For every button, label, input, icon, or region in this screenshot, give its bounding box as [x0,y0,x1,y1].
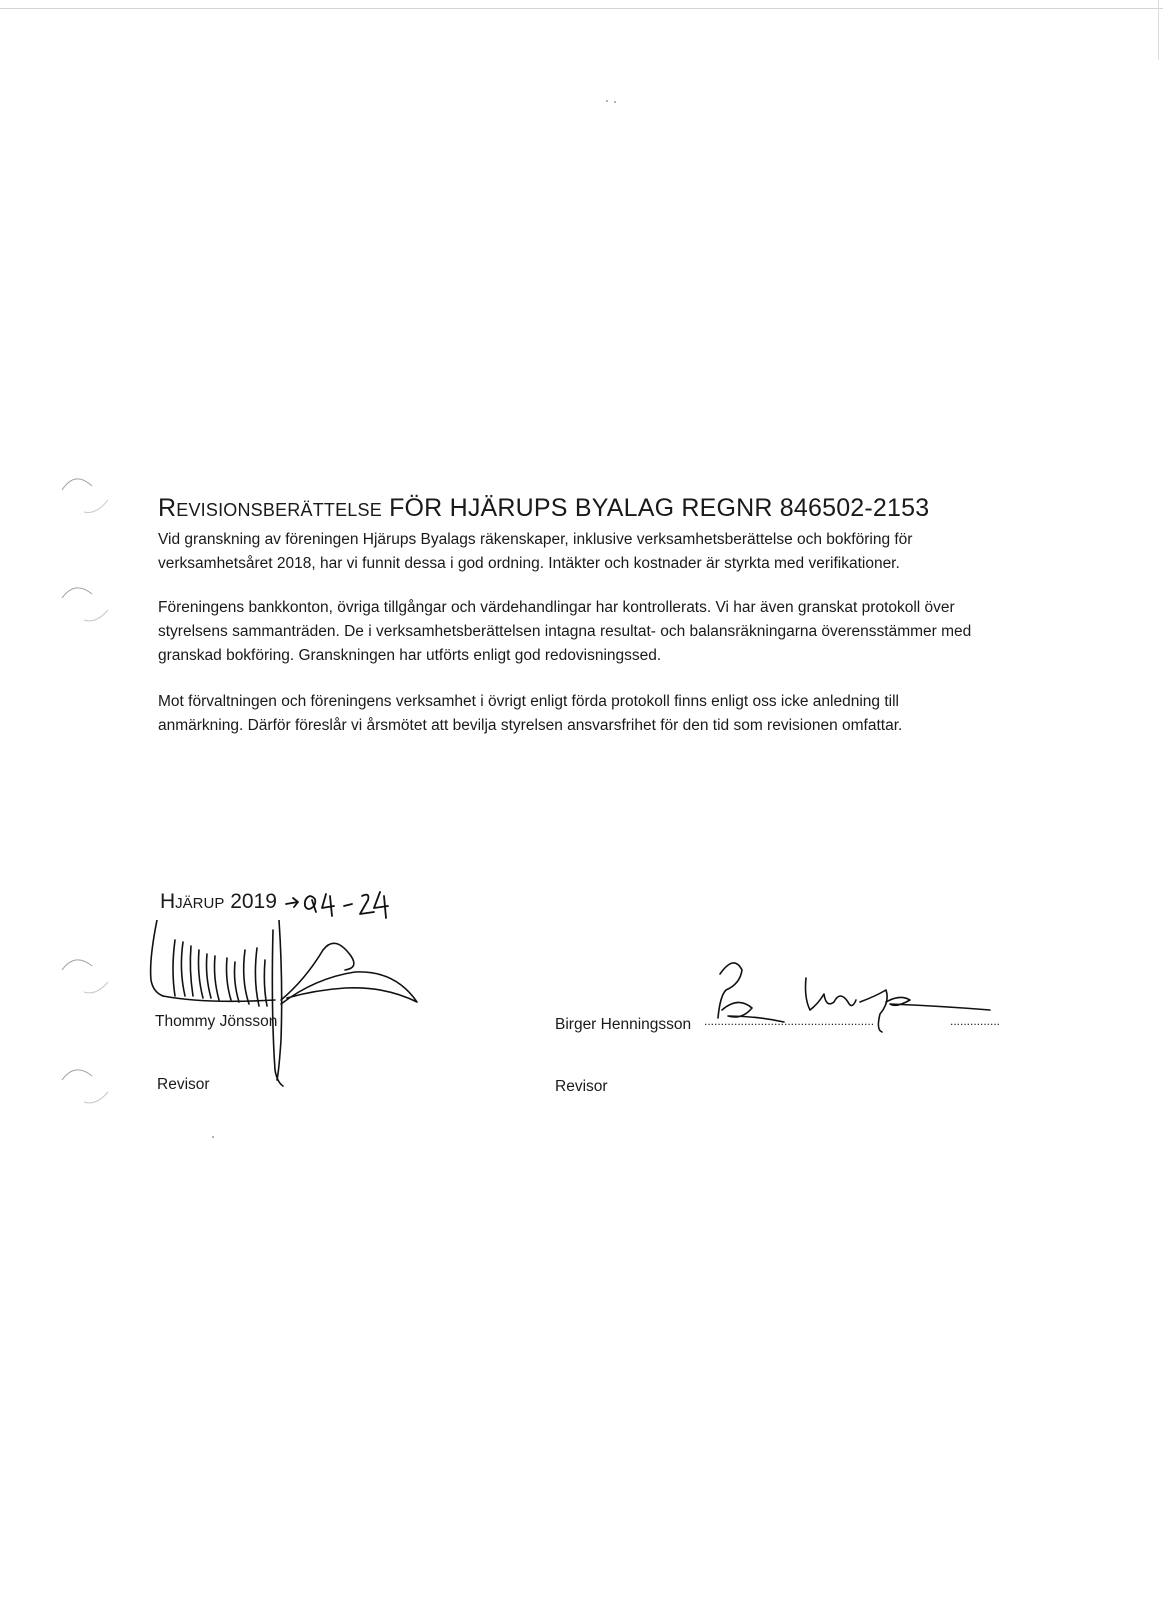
scan-speck [212,1136,214,1138]
scan-edge-top [0,8,1163,9]
signatory-role-right: Revisor [555,1078,608,1095]
paragraph-1: Vid granskning av föreningen Hjärups Byalags räkenskaper, inklusive verksamhetsberättelse och bokföring för verksamhetsåret 2018, har vi funnit dessa i god ordning. Intäkter och kostnader är styrkta med verifikationer. [158,531,913,572]
date-year: 2019 [230,890,277,913]
handwritten-date [282,884,392,920]
scan-speck [606,100,608,102]
document-title [158,494,929,523]
signature-dotted-line: ................................................... [704,1014,875,1028]
scan-edge-right [1158,0,1159,60]
title-lead: Revisionsberättelse [158,494,382,522]
signatory-name-right: Birger Henningsson [555,1016,692,1033]
scan-speck [614,101,616,103]
title-rest: FÖR HJÄRUPS BYALAG REGNR 846502-2153 [381,494,930,522]
paragraph-2: Föreningens bankkonton, övriga tillgångar och värdehandlingar har kontrollerats. Vi har även granskat protokoll över styrelsens sammanträden. De i verksamhetsberättelsen intagna resultat- och balansräkningarna överensstämmer med granskad bokföring. Granskningen har utförts enligt god redovisningssed. [158,599,972,664]
signatory-role-left: Revisor [157,1076,210,1093]
signatory-name-left: Thommy Jönsson [155,1013,278,1030]
place-name: Hjärup [160,890,225,913]
binder-punch-holes [0,0,130,1600]
signature-dotted-line-end: ............... [950,1014,1001,1028]
signature-thommy-jonsson [145,920,435,1090]
paragraph-3: Mot förvaltningen och föreningens verksamhet i övrigt enligt förda protokoll finns enligt oss icke anledning till anmärkning. Därför föreslår vi årsmötet att bevilja styrelsen ansvarsfrihet för den tid som revisionen omfattar. [158,693,903,734]
place-date-line [160,890,277,914]
